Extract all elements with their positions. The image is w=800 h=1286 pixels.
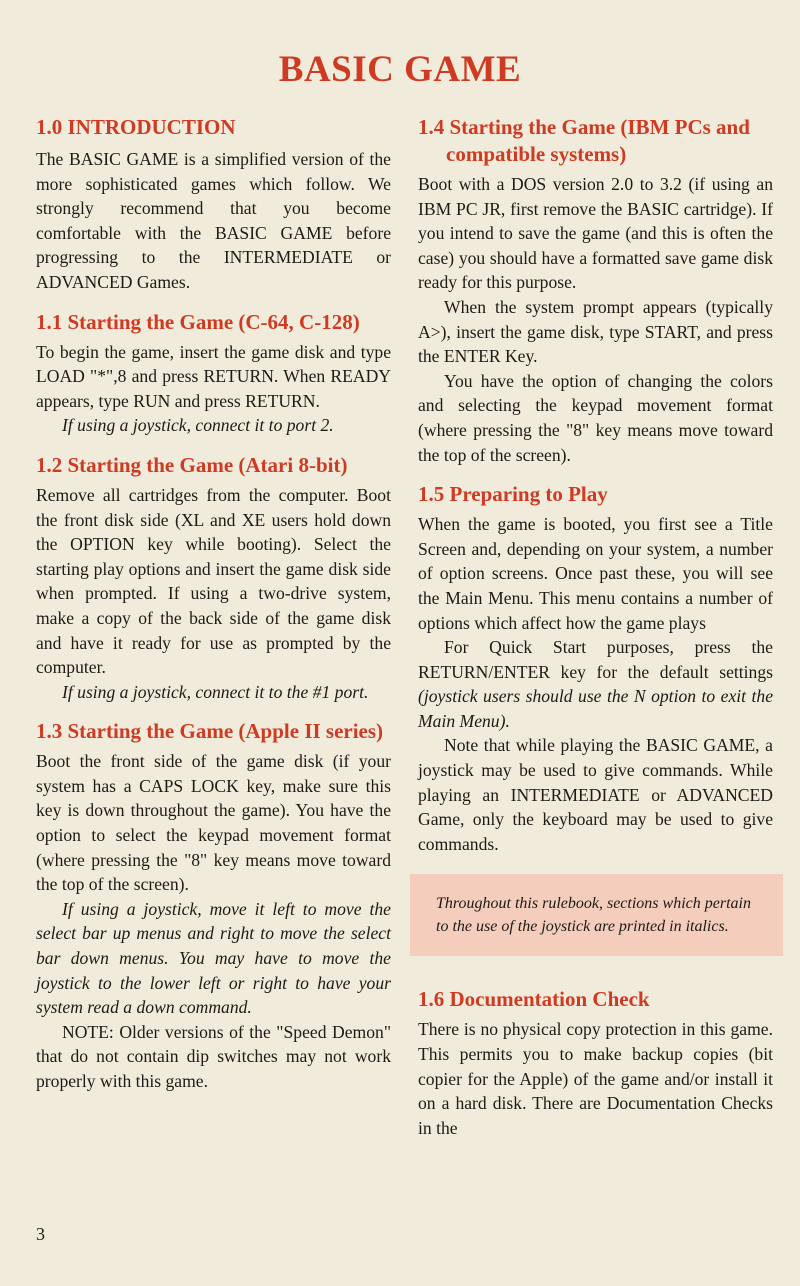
italics-note-text: Throughout this rulebook, sections which pertain to the use of the joystick are printed in italics. [436, 895, 751, 936]
left-column [36, 114, 391, 1094]
page-title: BASIC GAME [278, 49, 522, 90]
section-heading-1-3: 1.3 Starting the Game (Apple II series) [36, 719, 384, 744]
joystick-note-1-3: If using a joystick, move it left to move the select bar up menus and right to move the select bar down menus. You may have to move the joystick to the lower left or right to have your system read a down command. [36, 898, 391, 1018]
section-heading-1-4: 1.4 Starting the Game (IBM PCs and compatible systems) [418, 115, 750, 166]
section-body-1-4-para2: When the system prompt appears (typically A>), insert the game disk, type START, and press the ENTER Key. [418, 296, 773, 367]
section-heading-1-5: 1.5 Preparing to Play [418, 482, 608, 507]
section-heading-1-2: 1.2 Starting the Game (Atari 8-bit) [36, 452, 348, 477]
section-heading-1-6: 1.6 Documentation Check [418, 987, 650, 1012]
section-body-1-6: There is no physical copy protection in this game. This permits you to make backup copies (bit copier for the Apple) of the game and/or install it on a hard disk. There are Documentation Checks in the [418, 1019, 773, 1138]
joystick-note-1-1: If using a joystick, connect it to port 2. [62, 415, 334, 436]
joystick-note-1-5: (joystick users should use the N option to exit the Main Menu). [418, 686, 773, 731]
section-body-1-2: Remove all cartridges from the computer. Boot the front disk side (XL and XE users hold down the OPTION key while booting). Select the starting play options and insert the game disk side when prompted. If using a two-drive system, make a copy of the back side of the game disk and have it ready for use as prompted by the computer. [36, 484, 391, 678]
section-body-1-4: Boot with a DOS version 2.0 to 3.2 (if using an IBM PC JR, first remove the BASIC cartridge). If you intend to save the game (and this is often the case) you should have a formatted save game disk ready for this purpose. [418, 174, 773, 293]
section-heading-1-1: 1.1 Starting the Game (C-64, C-128) [36, 309, 360, 334]
section-heading-1-0: 1.0 INTRODUCTION [36, 115, 236, 139]
section-body-1-5: When the game is booted, you first see a Title Screen and, depending on your system, a number of option screens. Once past these, you will see the Main Menu. This menu contains a number of options which affect how the game plays [418, 514, 773, 633]
section-body-1-1: To begin the game, insert the game disk and type LOAD "*",8 and press RETURN. When READY appears, type RUN and press RETURN. [36, 341, 391, 411]
italics-note-box [410, 874, 783, 956]
section-body-1-3: Boot the front side of the game disk (if your system has a CAPS LOCK key, make sure this key is down throughout the game). You have the option to select the keypad movement format (where pressing the "8" key means move toward the top of the screen). [36, 751, 391, 895]
joystick-note-1-2: If using a joystick, connect it to the #1 port. [62, 681, 369, 702]
page-number: 3 [36, 1224, 45, 1244]
note-1-3: NOTE: Older versions of the "Speed Demon" that do not contain dip switches may not work properly with this game. [36, 1021, 391, 1091]
section-body-1-0: The BASIC GAME is a simplified version of the more sophisticated games which follow. We strongly recommend that you become comfortable with the BASIC GAME before progressing to the INTERMEDIATE or ADVANCED Games. [36, 149, 391, 292]
section-body-1-5-para2 [418, 635, 773, 733]
section-body-1-4-para3: You have the option of changing the colors and selecting the keypad movement format (where pressing the "8" key means move toward the top of the screen). [418, 370, 773, 465]
section-body-1-5-para3: Note that while playing the BASIC GAME, a joystick may be used to give commands. While playing an INTERMEDIATE or ADVANCED Game, only the keyboard may be used to give commands. [418, 735, 773, 854]
quick-start-text: For Quick Start purposes, press the RETURN/ENTER key for the default settings [418, 637, 773, 682]
right-column [418, 114, 773, 1140]
